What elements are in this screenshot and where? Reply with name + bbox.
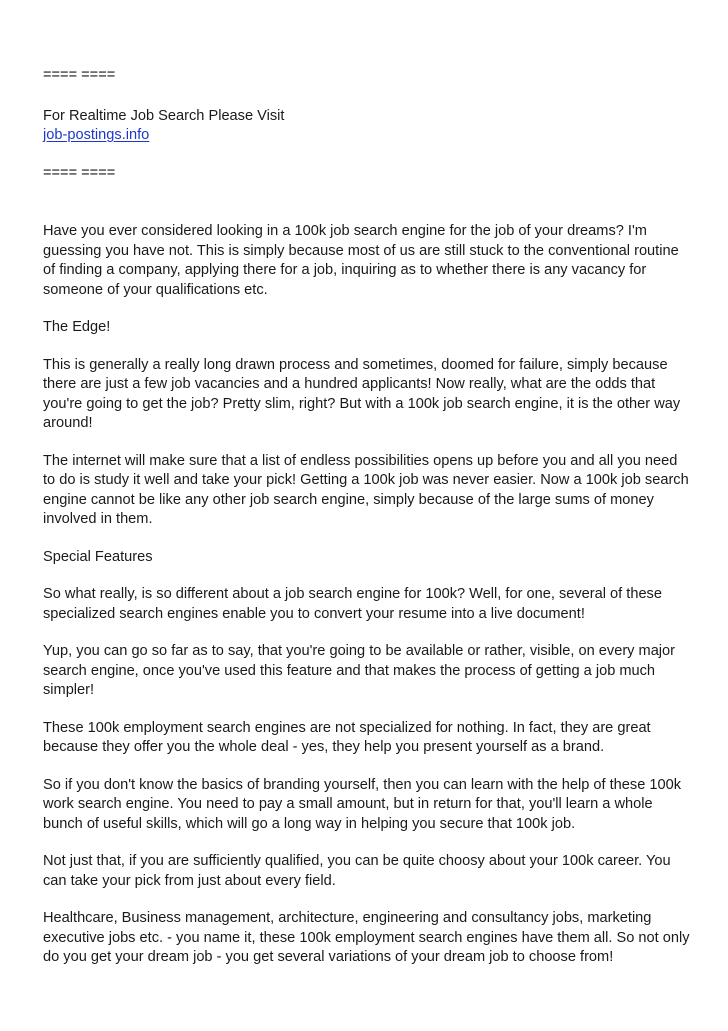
- paragraph-choosy-career: Not just that, if you are sufficiently qualified, you can be quite choosy about your 100k career. You can take your pick from just about every field.: [43, 853, 671, 889]
- separator-top: ==== ====: [43, 67, 116, 83]
- visit-block: [43, 107, 693, 146]
- visit-text: For Realtime Job Search Please Visit: [43, 107, 285, 124]
- heading-special-features: Special Features: [43, 548, 153, 565]
- paragraph-intro: Have you ever considered looking in a 100k job search engine for the job of your dreams? I'm guessing you have not. This is simply because most of us are still stuck to the conventional routine of finding a company, applying there for a job, inquiring as to whether there is any vacancy for someone of your qualifications etc.: [43, 223, 679, 298]
- document-page: [43, 66, 693, 986]
- job-postings-link[interactable]: job-postings.info: [43, 127, 150, 143]
- paragraph-visibility: Yup, you can go so far as to say, that you're going to be available or rather, visible, on every major search engine, once you've used this feature and that makes the process of getting a job much simpler!: [43, 643, 676, 698]
- paragraph-fields: Healthcare, Business management, architecture, engineering and consultancy jobs, marketing executive jobs etc. - you name it, these 100k employment search engines have them all. So not only do you get your dream job - you get several variations of your dream job to choose from!: [43, 910, 690, 965]
- paragraph-brand: These 100k employment search engines are not specialized for nothing. In fact, they are great because they offer you the whole deal - yes, they help you present yourself as a brand.: [43, 719, 651, 755]
- paragraph-live-document: So what really, is so different about a job search engine for 100k? Well, for one, several of these specialized search engines enable you to convert your resume into a live document!: [43, 586, 662, 622]
- paragraph-long-process: This is generally a really long drawn process and sometimes, doomed for failure, simply because there are just a few job vacancies and a hundred applicants! Now really, what are the odds that you're going to get the job? Pretty slim, right? But with a 100k job search engine, it is the other way around!: [43, 356, 681, 431]
- heading-the-edge: The Edge!: [43, 319, 111, 335]
- separator-bottom: ==== ====: [43, 164, 116, 181]
- paragraph-branding-skills: So if you don't know the basics of branding yourself, then you can learn with the help of these 100k work search engine. You need to pay a small amount, but in return for that, you'll learn a whole bunch of useful skills, which will go a long way in helping you secure that 100k job.: [43, 776, 682, 832]
- paragraph-internet-possibilities: The internet will make sure that a list of endless possibilities opens up before you and all you need to do is study it well and take your pick! Getting a 100k job was never easier. Now a 100k job search engine cannot be like any other job search engine, simply because of the large sums of money involved in them.: [43, 452, 689, 527]
